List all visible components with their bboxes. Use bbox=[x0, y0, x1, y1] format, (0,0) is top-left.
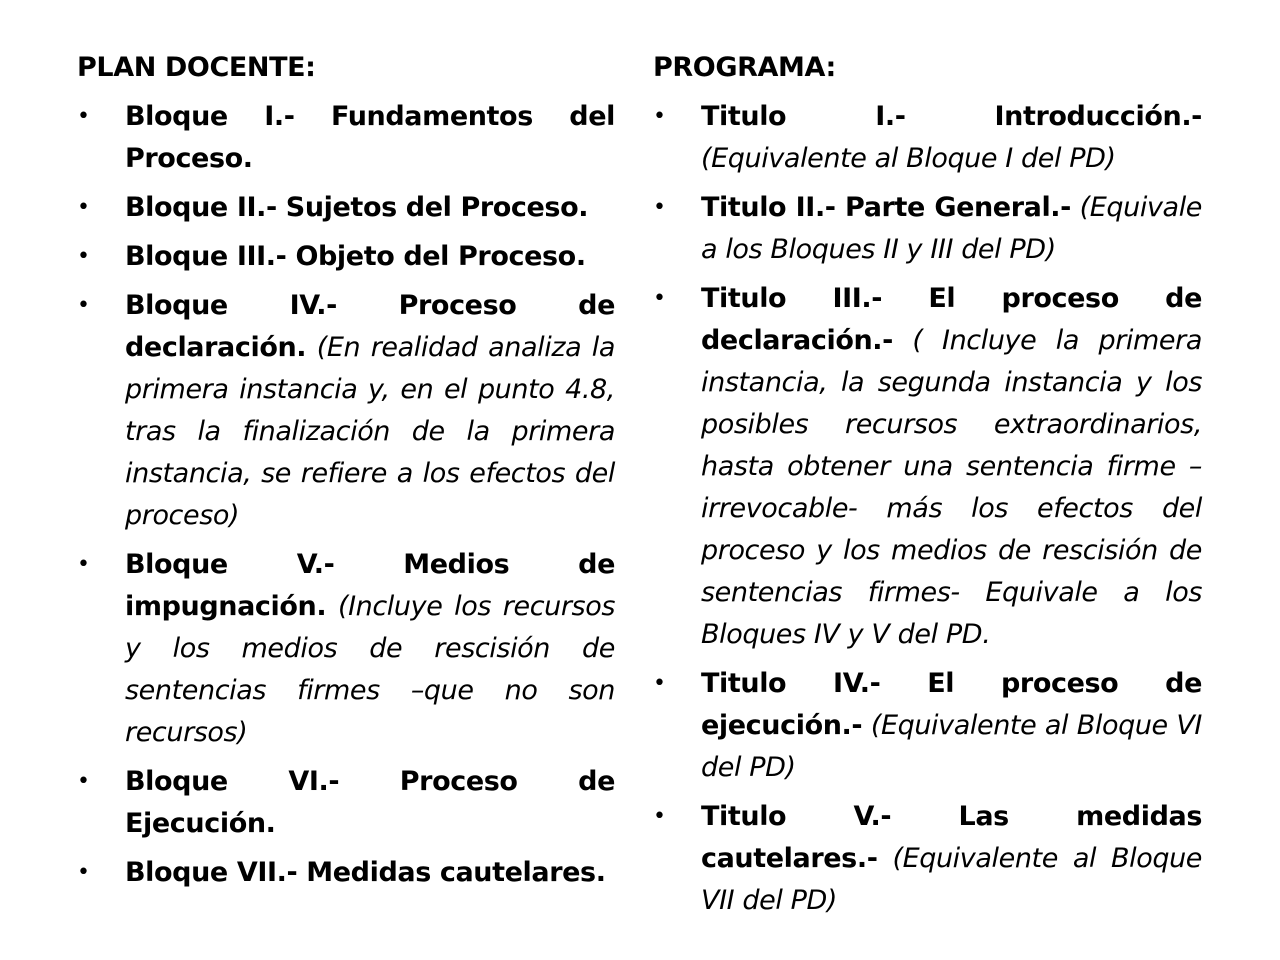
bullet-icon: • bbox=[653, 804, 666, 829]
list-item bbox=[77, 852, 615, 894]
bullet-icon: • bbox=[77, 552, 90, 577]
item-note: (En realidad analiza la primera instancia y, en el punto 4.8, tras la finalización de la primera instancia, se refiere a los efectos del proceso) bbox=[125, 332, 616, 531]
item-note: (Equivale a los Bloques II y III del PD) bbox=[701, 192, 1203, 265]
bullet-icon: • bbox=[77, 293, 90, 318]
item-title: Titulo III.- El proceso de declaración.- bbox=[701, 283, 1202, 356]
list-item bbox=[653, 796, 1202, 922]
item-title: Bloque II.- Sujetos del Proceso. bbox=[125, 192, 589, 223]
programa-heading: PROGRAMA: bbox=[653, 52, 836, 83]
bullet-icon: • bbox=[77, 244, 90, 269]
item-title: Bloque V.- Medios de impugnación. bbox=[125, 549, 615, 622]
programa-column bbox=[653, 47, 1202, 929]
bullet-icon: • bbox=[653, 104, 666, 129]
item-title: Bloque VI.- Proceso de Ejecución. bbox=[125, 766, 615, 839]
plan-docente-heading: PLAN DOCENTE: bbox=[77, 52, 316, 83]
list-item bbox=[77, 236, 615, 278]
list-item bbox=[77, 285, 615, 537]
item-title: Bloque I.- Fundamentos del Proceso. bbox=[125, 101, 615, 174]
plan-docente-list bbox=[77, 96, 615, 894]
bullet-icon: • bbox=[77, 769, 90, 794]
item-title: Bloque IV.- Proceso de declaración. bbox=[125, 290, 615, 363]
bullet-icon: • bbox=[77, 860, 90, 885]
list-item bbox=[653, 96, 1202, 180]
list-item bbox=[653, 187, 1202, 271]
list-item bbox=[77, 96, 615, 180]
list-item bbox=[77, 761, 615, 845]
list-item bbox=[653, 278, 1202, 656]
item-title: Bloque VII.- Medidas cautelares. bbox=[125, 857, 606, 888]
bullet-icon: • bbox=[653, 286, 666, 311]
bullet-icon: • bbox=[77, 104, 90, 129]
item-note: ( Incluye la primera instancia, la segunda instancia y los posibles recursos extraordinarios, hasta obtener una sentencia firme –irrevocable- más los efectos del proceso y los medios de rescisión de sentencias firmes- Equivale a los Bloques IV y V del PD. bbox=[701, 325, 1202, 650]
plan-docente-column bbox=[77, 47, 615, 901]
item-note: (Equivalente al Bloque VII del PD) bbox=[701, 843, 1202, 916]
bullet-icon: • bbox=[77, 195, 90, 220]
bullet-icon: • bbox=[653, 195, 666, 220]
item-note: (Equivalente al Bloque I del PD) bbox=[701, 143, 1116, 174]
item-title: Titulo IV.- El proceso de ejecución.- bbox=[701, 668, 1202, 741]
bullet-icon: • bbox=[653, 671, 666, 696]
item-title: Bloque III.- Objeto del Proceso. bbox=[125, 241, 586, 272]
item-title: Titulo I.- Introducción.- bbox=[701, 101, 1202, 132]
list-item bbox=[77, 544, 615, 754]
item-note: (Equivalente al Bloque VI del PD) bbox=[701, 710, 1202, 783]
item-title: Titulo V.- Las medidas cautelares.- bbox=[701, 801, 1202, 874]
item-title: Titulo II.- Parte General.- bbox=[701, 192, 1071, 223]
item-note: (Incluye los recursos y los medios de rescisión de sentencias firmes –que no son recursos) bbox=[125, 591, 615, 748]
programa-list bbox=[653, 96, 1202, 922]
list-item bbox=[653, 663, 1202, 789]
list-item bbox=[77, 187, 615, 229]
